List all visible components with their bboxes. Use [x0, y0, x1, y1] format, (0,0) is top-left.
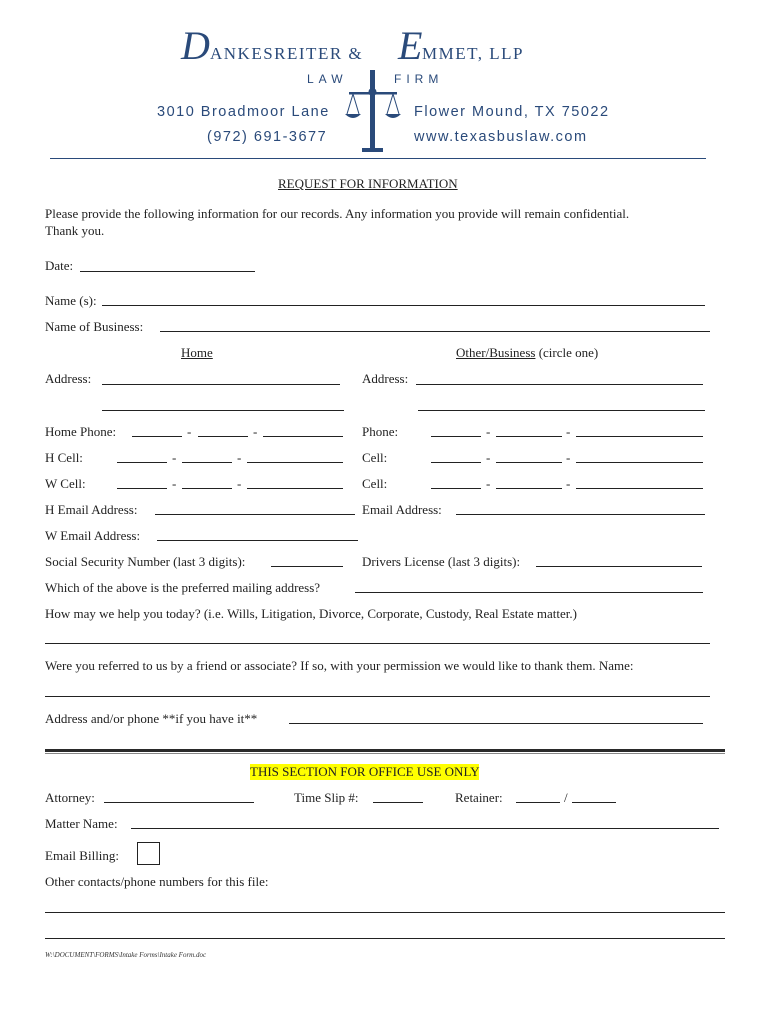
circle-one-note: (circle one)	[535, 345, 599, 360]
ref-address-field[interactable]	[289, 723, 703, 724]
other-cell-area[interactable]	[431, 462, 481, 463]
email-label: Email Address:	[362, 502, 442, 517]
attorney-label: Attorney:	[45, 790, 95, 805]
firm-name-part2: MMET, LLP	[422, 44, 524, 63]
w-email-label: W Email Address:	[45, 528, 141, 543]
cell-label: Cell:	[362, 450, 388, 465]
h-cell-label: H Cell:	[45, 450, 83, 465]
firm-website: www.texasbuslaw.com	[414, 129, 588, 145]
dash: -	[566, 424, 571, 439]
dash: -	[172, 450, 177, 465]
office-divider-shadow	[45, 753, 725, 754]
ssn-label: Social Security Number (last 3 digits):	[45, 554, 246, 569]
dash: -	[187, 424, 192, 439]
header-divider	[50, 158, 706, 159]
phone-label: Phone:	[362, 424, 399, 439]
h-email-field[interactable]	[155, 514, 355, 515]
other-contacts-label: Other contacts/phone numbers for this file:	[45, 874, 269, 889]
law-word: LAW	[307, 72, 348, 86]
dash: -	[486, 476, 491, 491]
retainer-field-2[interactable]	[572, 802, 616, 803]
dl-label: Drivers License (last 3 digits):	[362, 554, 521, 569]
other-address-field-2[interactable]	[418, 410, 705, 411]
dl-field[interactable]	[536, 566, 702, 567]
logo-initial-e: E	[398, 23, 423, 68]
footer-path: W:\DOCUMENT\FORMS\Intake Forms\Intake Form.doc	[45, 951, 207, 959]
other-phone-area[interactable]	[431, 436, 481, 437]
help-field[interactable]	[45, 643, 710, 644]
other-business-label: Other/Business	[456, 345, 536, 360]
mailing-label: Which of the above is the preferred mailing address?	[45, 580, 321, 595]
matter-label: Matter Name:	[45, 816, 118, 831]
date-field[interactable]	[80, 271, 255, 272]
w-email-field[interactable]	[157, 540, 358, 541]
date-label: Date:	[45, 258, 74, 273]
other-phone-line[interactable]	[576, 436, 703, 437]
help-label: How may we help you today? (i.e. Wills, Litigation, Divorce, Corporate, Custody, Real Estate matter.)	[45, 606, 577, 621]
other-address-label: Address:	[362, 371, 409, 386]
home-heading: Home	[181, 345, 213, 360]
scales-of-justice-icon	[345, 68, 401, 154]
firm-word: FIRM	[394, 72, 444, 86]
intro-thanks: Thank you.	[45, 223, 105, 238]
other-cell2-line[interactable]	[576, 488, 703, 489]
h-cell-prefix[interactable]	[182, 462, 232, 463]
matter-field[interactable]	[131, 828, 719, 829]
home-address-field-2[interactable]	[102, 410, 344, 411]
office-heading: THIS SECTION FOR OFFICE USE ONLY	[250, 764, 480, 779]
other-contacts-field-1[interactable]	[45, 912, 725, 913]
dash: -	[486, 424, 491, 439]
dash: -	[253, 424, 258, 439]
home-address-label: Address:	[45, 371, 92, 386]
home-phone-prefix[interactable]	[198, 436, 248, 437]
retainer-field-1[interactable]	[516, 802, 560, 803]
dash: -	[486, 450, 491, 465]
timeslip-field[interactable]	[373, 802, 423, 803]
other-email-field[interactable]	[456, 514, 705, 515]
referred-name-field[interactable]	[45, 696, 710, 697]
other-contacts-field-2[interactable]	[45, 938, 725, 939]
timeslip-label: Time Slip #:	[294, 790, 359, 805]
firm-phone: (972) 691-3677	[207, 129, 328, 145]
office-divider	[45, 749, 725, 752]
other-cell-line[interactable]	[576, 462, 703, 463]
email-billing-label: Email Billing:	[45, 848, 120, 863]
other-cell2-prefix[interactable]	[496, 488, 562, 489]
retainer-label: Retainer:	[455, 790, 503, 805]
email-billing-checkbox[interactable]	[137, 842, 160, 865]
logo-initial-d: D	[181, 23, 210, 68]
dash: -	[237, 476, 242, 491]
firm-city: Flower Mound, TX 75022	[414, 104, 610, 120]
referred-label: Were you referred to us by a friend or associate? If so, with your permission we would like to thank them. Name:	[45, 658, 634, 673]
home-phone-area[interactable]	[132, 436, 182, 437]
names-field[interactable]	[102, 305, 705, 306]
firm-street: 3010 Broadmoor Lane	[157, 104, 330, 120]
dash: -	[566, 450, 571, 465]
h-cell-area[interactable]	[117, 462, 167, 463]
h-email-label: H Email Address:	[45, 502, 138, 517]
ref-address-label: Address and/or phone **if you have it**	[45, 711, 258, 726]
dash: -	[237, 450, 242, 465]
firm-name-part1: ANKESREITER &	[210, 44, 364, 63]
other-address-field-1[interactable]	[416, 384, 703, 385]
other-phone-prefix[interactable]	[496, 436, 562, 437]
business-label: Name of Business:	[45, 319, 144, 334]
mailing-field[interactable]	[355, 592, 703, 593]
retainer-slash: /	[564, 790, 568, 805]
h-cell-line[interactable]	[247, 462, 343, 463]
dash: -	[566, 476, 571, 491]
ssn-field[interactable]	[271, 566, 343, 567]
other-cell-prefix[interactable]	[496, 462, 562, 463]
home-address-field-1[interactable]	[102, 384, 340, 385]
names-label: Name (s):	[45, 293, 97, 308]
dash: -	[172, 476, 177, 491]
business-field[interactable]	[160, 331, 710, 332]
intro-text: Please provide the following information for our records. Any information you provide will remain confidential.	[45, 206, 630, 221]
w-cell-label: W Cell:	[45, 476, 86, 491]
w-cell-prefix[interactable]	[182, 488, 232, 489]
attorney-field[interactable]	[104, 802, 254, 803]
w-cell-area[interactable]	[117, 488, 167, 489]
home-phone-line[interactable]	[263, 436, 343, 437]
form-title: REQUEST FOR INFORMATION	[278, 176, 458, 191]
other-cell2-area[interactable]	[431, 488, 481, 489]
other-heading	[456, 345, 598, 361]
cell-label-2: Cell:	[362, 476, 388, 491]
w-cell-line[interactable]	[247, 488, 343, 489]
home-phone-label: Home Phone:	[45, 424, 117, 439]
